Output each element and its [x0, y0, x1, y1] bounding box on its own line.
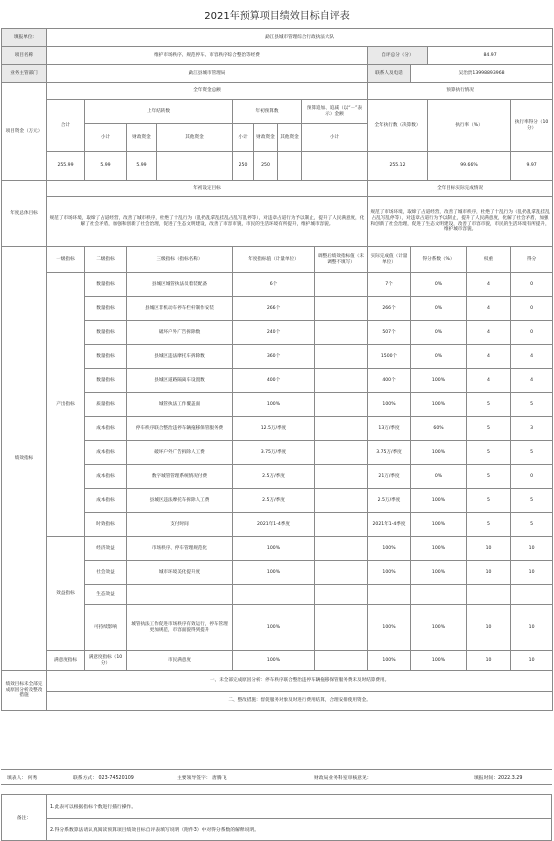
prior-other-header: 其他资金 [157, 124, 233, 152]
indicator-name: 破坏户外广告拆除人工费 [127, 441, 233, 465]
initial-fiscal-header: 财政资金 [254, 124, 278, 152]
indicator-actual: 100% [368, 393, 411, 417]
total-value: 255.99 [47, 152, 85, 181]
indicator-name: 县城区违法摩托车拆除数 [127, 345, 233, 369]
indicator-score: 10 [511, 651, 553, 671]
indicator-score: 10 [511, 605, 553, 651]
indicator-coefficient: 100% [411, 441, 467, 465]
page-title: 2021年预算项目绩效目标自评表 [204, 11, 350, 22]
indicator-name: 城市环境美化提升度 [127, 561, 233, 585]
indicator-score: 5 [511, 513, 553, 537]
indicator-score: 0 [511, 297, 553, 321]
indicator-name: 县城区违法摩托车拆除人工费 [127, 489, 233, 513]
exec-amount-value: 255.12 [368, 152, 428, 181]
score-header: 得分 [511, 247, 553, 273]
indicator-score: 0 [511, 465, 553, 489]
indicator-adjusted [315, 321, 368, 345]
contact-value: 吴治贵13998893968 [411, 65, 553, 83]
indicator-target: 100% [233, 393, 315, 417]
indicator-score: 5 [511, 441, 553, 465]
output-indicator-label: 产出指标 [47, 273, 85, 537]
unit-value: 勐江县城市管理综合行政执法大队 [47, 29, 553, 47]
adjustment-header: 预算追加、追减（以“－”表示）金额 [302, 100, 368, 124]
indicator-level2: 经济效益 [85, 537, 127, 561]
initial-other-header: 其他资金 [278, 124, 302, 152]
indicator-level2: 满意度指标（10分） [85, 651, 127, 671]
indicator-coefficient: 0% [411, 321, 467, 345]
indicator-score: 10 [511, 537, 553, 561]
indicator-level2: 生态效益 [85, 585, 127, 605]
indicator-level2: 数量指标 [85, 273, 127, 297]
weight-header: 权重 [467, 247, 511, 273]
indicator-name: 市民满意度 [127, 651, 233, 671]
indicator-name: 数字城管管理系统情况付费 [127, 465, 233, 489]
level3-header: 三级指标（指标名称） [127, 247, 233, 273]
indicator-score: 3 [511, 417, 553, 441]
indicator-level2: 社会效益 [85, 561, 127, 585]
indicator-weight: 10 [467, 651, 511, 671]
indicator-weight: 5 [467, 441, 511, 465]
indicator-level2: 成本指标 [85, 417, 127, 441]
indicator-adjusted [315, 651, 368, 671]
planned-goal-text: 规范了市场环境，取缔了占道经营，改善了城市秩序，杜绝了十乱行为（乱扔乱拿乱挂乱占乱写乱停等），对违章占道行为予以制止，提升了人民满意度，化解了社会矛盾，加强和创新了社会治理，促进了生态文明建设，改善了市容市貌，市民的生活环境有所提升，维护城市容貌。 [47, 197, 368, 247]
indicator-name: 停车秩序联合整治违停车辆拖移保管服务费 [127, 417, 233, 441]
indicator-target: 2021年1-4季度 [233, 513, 315, 537]
prior-subtotal-header: 小计 [85, 124, 127, 152]
indicator-level2: 数量指标 [85, 321, 127, 345]
indicator-actual: 1500个 [368, 345, 411, 369]
indicator-weight: 4 [467, 297, 511, 321]
indicator-name: 城管执法工作促进市场秩序有效运行，停车管理更加规范，市容面貌得到提升 [127, 605, 233, 651]
indicator-adjusted [315, 417, 368, 441]
indicator-coefficient: 0% [411, 297, 467, 321]
indicator-score: 0 [511, 273, 553, 297]
adjusted-header: 调整后绩效指标值（未调整不填写） [315, 247, 368, 273]
indicator-coefficient: 100% [411, 605, 467, 651]
indicator-target: 2.5万/季度 [233, 465, 315, 489]
indicator-name: 城管执法工作覆盖面 [127, 393, 233, 417]
indicator-actual: 21万/季度 [368, 465, 411, 489]
self-evaluation-table [1, 28, 553, 711]
indicator-target: 100% [233, 605, 315, 651]
total-funds-header: 全年资金总额 [47, 83, 368, 100]
indicator-adjusted [315, 585, 368, 605]
actual-header: 实际完成值（计量单位） [368, 247, 411, 273]
indicator-weight: 4 [467, 369, 511, 393]
initial-fiscal-value: 250 [254, 152, 278, 181]
notes-table [1, 794, 552, 841]
actual-goal-text: 规范了市场环境，取缔了占道经营，改善了城市秩序，杜绝了十乱行为（乱扔乱拿乱挂乱占乱写乱停等），对违章占道行为予以制止，提升了人民满意度，化解了社会矛盾，加强和创新了社会治理，促进了生态文明建设，改善了市容市貌，市民的生活环境有所提升，维护城市容貌。 [368, 197, 553, 247]
notes-label: 备注： [2, 795, 47, 841]
indicator-adjusted [315, 369, 368, 393]
indicator-target [233, 585, 315, 605]
indicator-score: 4 [511, 345, 553, 369]
indicator-level2: 时效指标 [85, 513, 127, 537]
indicator-coefficient: 0% [411, 273, 467, 297]
rectification-measures: 二、整改措施：督促服务对象及时进行费用结算，合理安排使用资金。 [47, 692, 553, 711]
indicator-level2: 数量指标 [85, 369, 127, 393]
indicator-actual: 100% [368, 537, 411, 561]
dept-label: 业务主管部门 [2, 65, 47, 83]
indicator-level2: 成本指标 [85, 489, 127, 513]
indicator-score: 5 [511, 393, 553, 417]
indicator-adjusted [315, 489, 368, 513]
indicator-coefficient: 100% [411, 393, 467, 417]
indicator-coefficient [411, 585, 467, 605]
prior-other-value [157, 152, 233, 181]
adjust-subtotal-header: 小计 [302, 124, 368, 152]
prior-fiscal-value: 5.99 [127, 152, 157, 181]
exec-rate-header: 执行率（%） [428, 100, 511, 152]
signature-bar [1, 769, 552, 785]
level1-header: 一级指标 [47, 247, 85, 273]
filler: 填表人： 何秀 [7, 776, 38, 781]
exec-score-value: 9.97 [511, 152, 553, 181]
indicator-actual: 3.75万/季度 [368, 441, 411, 465]
indicator-adjusted [315, 561, 368, 585]
initial-subtotal-value: 250 [233, 152, 254, 181]
indicator-target: 100% [233, 561, 315, 585]
indicator-target: 266个 [233, 297, 315, 321]
exec-rate-value: 99.66% [428, 152, 511, 181]
indicator-weight: 10 [467, 605, 511, 651]
indicator-target: 240个 [233, 321, 315, 345]
exec-amount-header: 全年执行数（决算数） [368, 100, 428, 152]
indicator-weight: 5 [467, 513, 511, 537]
indicator-coefficient: 0% [411, 465, 467, 489]
prior-subtotal-value: 5.99 [85, 152, 127, 181]
finance-review: 财政局业务科室审核意见： [314, 776, 372, 781]
funds-label: 项目资金（万元） [2, 83, 47, 181]
fill-date: 填报时间：2022.3.29 [474, 776, 523, 781]
indicator-coefficient: 100% [411, 513, 467, 537]
indicator-adjusted [315, 513, 368, 537]
indicator-weight: 5 [467, 393, 511, 417]
indicator-score: 4 [511, 369, 553, 393]
indicator-level2: 成本指标 [85, 441, 127, 465]
coefficient-header: 得分系数（%） [411, 247, 467, 273]
unit-label: 填报单位: [2, 29, 47, 47]
indicator-name: 破坏户外广告拆除数 [127, 321, 233, 345]
indicator-coefficient: 100% [411, 537, 467, 561]
leader-signature: 主要领导签字： 唐腾飞 [177, 776, 227, 781]
indicator-weight: 4 [467, 273, 511, 297]
indicator-target: 100% [233, 651, 315, 671]
indicator-actual [368, 585, 411, 605]
score-label: 自评总分（分） [368, 47, 428, 65]
performance-label: 绩效指标 [2, 247, 47, 671]
indicator-actual: 100% [368, 561, 411, 585]
measures-label: 绩效目标未全部完成原因分析及整改措施 [2, 671, 47, 711]
project-value: 维护市场秩序、规范停车、市容秩序综合整治等经费 [47, 47, 368, 65]
indicator-coefficient: 100% [411, 369, 467, 393]
indicator-level2: 数量指标 [85, 345, 127, 369]
indicator-weight: 10 [467, 537, 511, 561]
indicator-weight: 5 [467, 417, 511, 441]
indicator-actual: 2021年1-4季度 [368, 513, 411, 537]
note-2: 2.得分系数算法请认真阅读预算项目绩效目标自评表填写说明（附件3）中对得分系数的解释说明。 [47, 819, 552, 841]
indicator-score: 5 [511, 489, 553, 513]
indicator-weight: 5 [467, 489, 511, 513]
adjust-value [302, 152, 368, 181]
indicator-actual: 100% [368, 651, 411, 671]
note-1: 1.此表可以根据指标个数进行插行操作。 [47, 795, 552, 819]
total-score: 84.97 [428, 47, 553, 65]
indicator-name [127, 585, 233, 605]
indicator-actual: 400个 [368, 369, 411, 393]
planned-goal-header: 年初设定目标 [47, 181, 368, 197]
indicator-name: 市场秩序、停车管理规范化 [127, 537, 233, 561]
indicator-name: 县城区道路隔离车设置数 [127, 369, 233, 393]
indicator-level2: 成本指标 [85, 465, 127, 489]
indicator-target: 400个 [233, 369, 315, 393]
indicator-actual: 7个 [368, 273, 411, 297]
indicator-actual: 2.5万/季度 [368, 489, 411, 513]
contact-phone: 联系方式： 023-74520109 [73, 776, 134, 781]
dept-value: 勐江县城市管理局 [47, 65, 368, 83]
contact-label: 联系人及电话 [368, 65, 411, 83]
initial-budget-header: 年初预算数 [233, 100, 302, 124]
indicator-adjusted [315, 441, 368, 465]
indicator-target: 100% [233, 537, 315, 561]
indicator-actual: 507个 [368, 321, 411, 345]
indicator-actual: 266个 [368, 297, 411, 321]
satisfaction-indicator-label: 满意度指标 [47, 651, 85, 671]
indicator-target: 2.5万/季度 [233, 489, 315, 513]
reason-analysis: 一、未全部完成原因分析：停车秩序联合整治违停车辆拖移保管服务费未及时结算费用。 [47, 671, 553, 692]
benefit-indicator-label: 效益指标 [47, 537, 85, 651]
indicator-actual: 100% [368, 605, 411, 651]
level2-header: 二级指标 [85, 247, 127, 273]
indicator-coefficient: 100% [411, 561, 467, 585]
actual-goal-header: 全年目标实际完成情况 [368, 181, 553, 197]
indicator-name: 县城区非机动车停车栏杆制作安装 [127, 297, 233, 321]
indicator-score: 10 [511, 561, 553, 585]
total-header: 合计 [47, 100, 85, 152]
indicator-adjusted [315, 273, 368, 297]
indicator-name: 县城区城管执法员着装配备 [127, 273, 233, 297]
indicator-coefficient: 100% [411, 651, 467, 671]
indicator-target: 360个 [233, 345, 315, 369]
indicator-adjusted [315, 297, 368, 321]
execution-header: 预算执行情况 [368, 83, 553, 100]
indicator-weight [467, 585, 511, 605]
indicator-score: 0 [511, 321, 553, 345]
indicator-target: 12.5万/季度 [233, 417, 315, 441]
goals-label: 年度总体目标 [2, 181, 47, 247]
indicator-coefficient: 100% [411, 489, 467, 513]
exec-score-header: 执行率得分（10分） [511, 100, 553, 152]
indicator-level2: 可持续影响 [85, 605, 127, 651]
indicator-adjusted [315, 605, 368, 651]
initial-other-value [278, 152, 302, 181]
indicator-coefficient: 0% [411, 345, 467, 369]
indicator-score [511, 585, 553, 605]
indicator-name: 支付时间 [127, 513, 233, 537]
target-header: 年度指标值（计量单位） [233, 247, 315, 273]
indicator-level2: 数量指标 [85, 297, 127, 321]
prior-year-header: 上年结转数 [85, 100, 233, 124]
indicator-coefficient: 60% [411, 417, 467, 441]
indicator-adjusted [315, 465, 368, 489]
indicator-weight: 4 [467, 321, 511, 345]
indicator-adjusted [315, 345, 368, 369]
indicator-actual: 13万/季度 [368, 417, 411, 441]
project-label: 项目名称 [2, 47, 47, 65]
initial-subtotal-header: 小计 [233, 124, 254, 152]
indicator-level2: 质量指标 [85, 393, 127, 417]
indicator-target: 6个 [233, 273, 315, 297]
indicator-weight: 4 [467, 345, 511, 369]
indicator-adjusted [315, 393, 368, 417]
indicator-weight: 10 [467, 561, 511, 585]
indicator-adjusted [315, 537, 368, 561]
indicator-weight: 5 [467, 465, 511, 489]
indicator-target: 3.75万/季度 [233, 441, 315, 465]
prior-fiscal-header: 财政资金 [127, 124, 157, 152]
